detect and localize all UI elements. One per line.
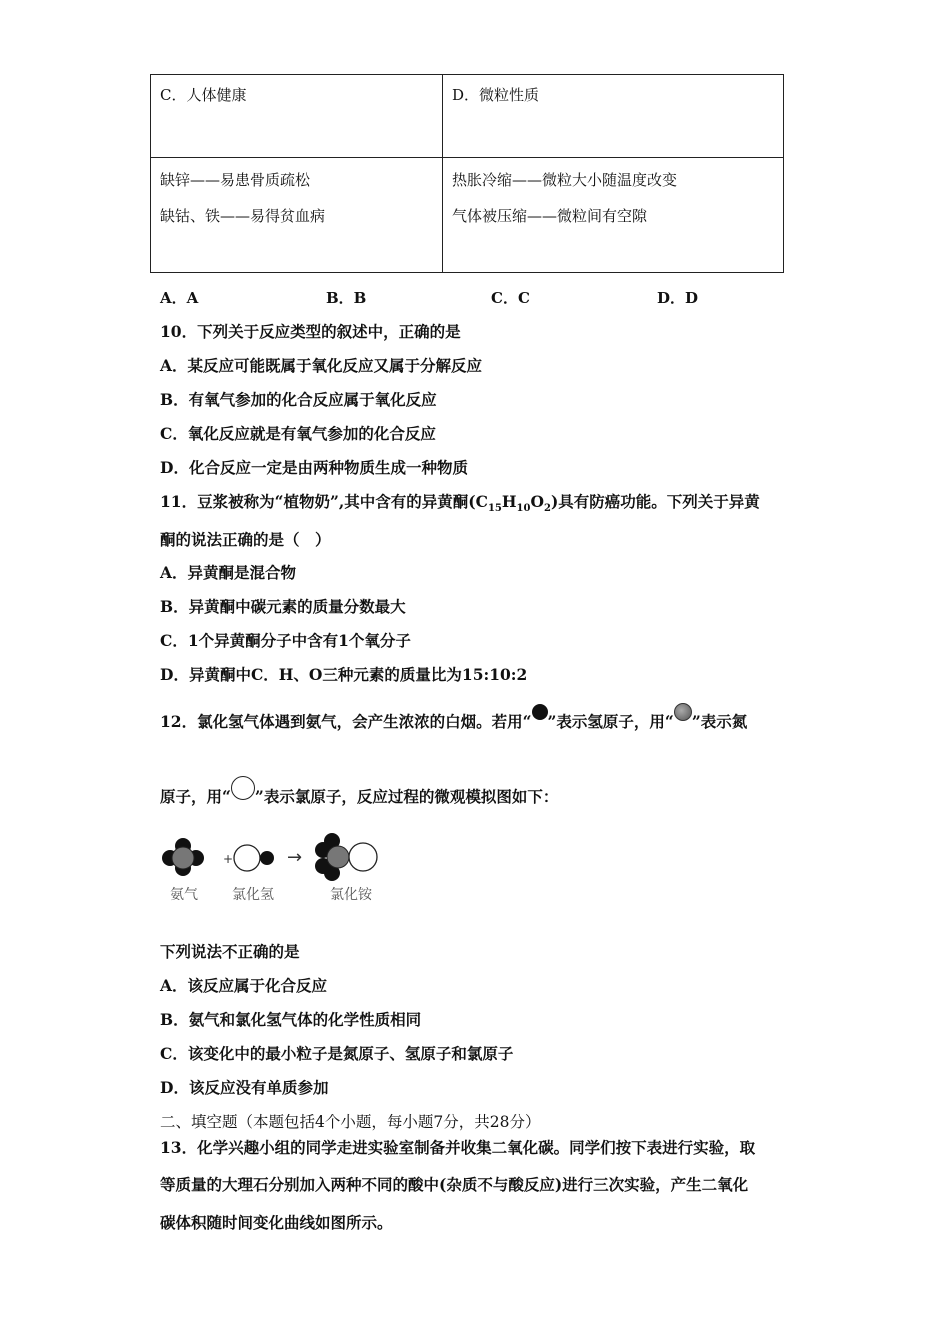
q11-stem-line1: 11．豆浆被称为“植物奶”,其中含有的异黄酮$(C_{15}H_{10}O_2)$具有防癌功能。下列关于异黄 xyxy=(160,492,760,515)
section-2-heading: 二、填空题（本题包括4个小题，每小题7分，共28分） xyxy=(160,1113,541,1131)
option-c-body xyxy=(151,158,443,273)
reaction-micro-diagram xyxy=(160,828,400,908)
q10-option-b: B．有氧气参加的化合反应属于氧化反应 xyxy=(160,390,437,409)
q13-line3: 碳体积随时间变化曲线如图所示。 xyxy=(160,1213,393,1232)
q9-choice-b: B．B xyxy=(326,289,367,307)
option-c-line: 缺锌——易患骨质疏松 xyxy=(160,171,311,189)
q11-option-b: B．异黄酮中碳元素的质量分数最大 xyxy=(160,597,406,616)
options-table xyxy=(150,74,784,273)
label-ammonia: 氨气 xyxy=(170,887,198,903)
q12-option-d: D．该反应没有单质参加 xyxy=(160,1078,329,1097)
hydrogen-chloride-molecule-icon xyxy=(234,845,274,871)
option-d-header: D．微粒性质 xyxy=(443,75,784,158)
q9-choice-d: D．D xyxy=(657,289,699,307)
chlorine-atom-icon xyxy=(231,776,255,800)
q11-stem-line2: 酮的说法正确的是（ ） xyxy=(160,530,331,549)
q11-option-a: A．异黄酮是混合物 xyxy=(160,563,297,582)
q10-option-a: A．某反应可能既属于氧化反应又属于分解反应 xyxy=(160,356,483,375)
q11-option-c: C．1个异黄酮分子中含有1个氧分子 xyxy=(160,631,411,650)
q10-stem: 10．下列关于反应类型的叙述中，正确的是 xyxy=(160,322,461,341)
option-d-line: 气体被压缩——微粒间有空隙 xyxy=(452,207,648,225)
q11-option-d: D．异黄酮中C．H、O三种元素的质量比为15:10:2 xyxy=(160,665,528,684)
q12-option-b: B．氨气和氯化氢气体的化学性质相同 xyxy=(160,1010,422,1029)
label-ammonium-chloride: 氯化铵 xyxy=(330,887,372,903)
option-d-line: 热胀冷缩——微粒大小随温度改变 xyxy=(452,171,678,189)
q13-line1: 13．化学兴趣小组的同学走进实验室制备并收集二氧化碳。同学们按下表进行实验，取 xyxy=(160,1138,756,1157)
q13-line2: 等质量的大理石分别加入两种不同的酸中(杂质不与酸反应)进行三次实验，产生二氧化 xyxy=(160,1175,749,1194)
ammonia-molecule-icon xyxy=(162,838,204,876)
label-hydrogen-chloride: 氯化氢 xyxy=(232,887,274,903)
ammonium-chloride-molecule-icon xyxy=(315,833,377,881)
hydrogen-atom-icon xyxy=(532,704,548,720)
q12-option-c: C．该变化中的最小粒子是氮原子、氢原子和氯原子 xyxy=(160,1044,514,1063)
q9-choice-c: C．C xyxy=(491,289,530,307)
q9-choice-a: A．A xyxy=(160,289,199,307)
option-c-header: C．人体健康 xyxy=(151,75,443,158)
plus-sign: + xyxy=(223,852,234,866)
reaction-arrow: → xyxy=(287,847,303,868)
reaction-diagram-svg xyxy=(160,828,400,884)
q12-option-a: A．该反应属于化合反应 xyxy=(160,976,328,995)
option-c-line: 缺钴、铁——易得贫血病 xyxy=(160,207,326,225)
q10-option-c: C．氧化反应就是有氧气参加的化合反应 xyxy=(160,424,436,443)
q12-stem-line2: 原子，用“ ”表示氯原子，反应过程的微观模拟图如下： xyxy=(160,785,558,810)
option-d-body xyxy=(443,158,784,273)
q12-ask: 下列说法不正确的是 xyxy=(160,942,300,961)
q10-option-d: D．化合反应一定是由两种物质生成一种物质 xyxy=(160,458,468,477)
q12-stem-line1: 12．氯化氢气体遇到氨气，会产生浓浓的白烟。若用“ ”表示氢原子，用“ ”表示氮 xyxy=(160,710,747,732)
nitrogen-atom-icon xyxy=(674,703,692,721)
